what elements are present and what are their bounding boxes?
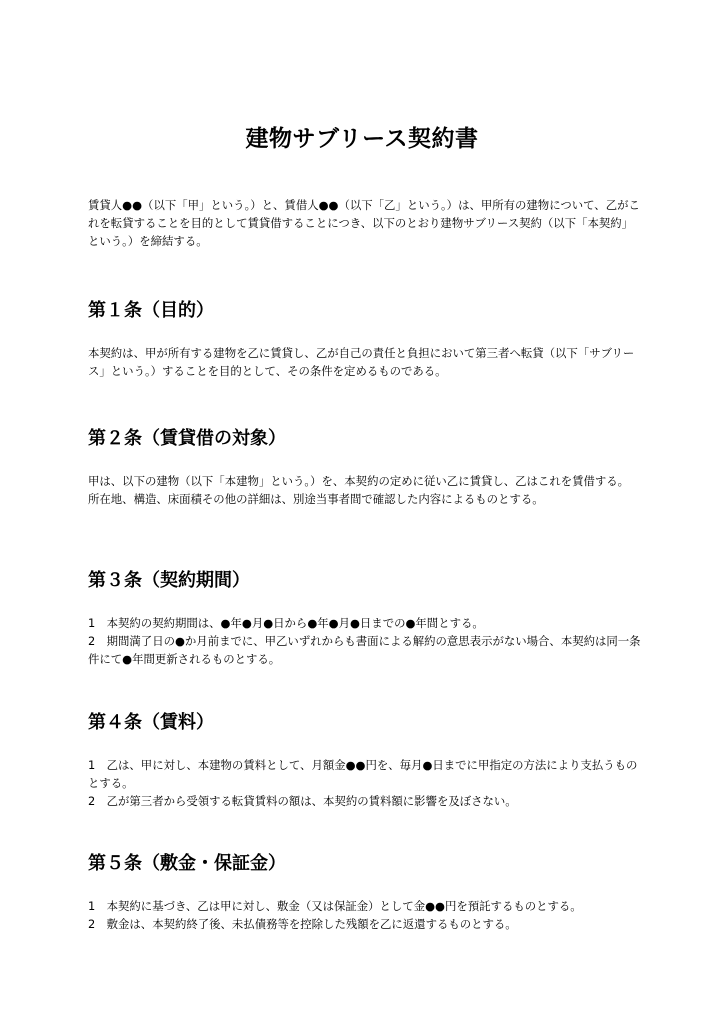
- article-paragraph: 本契約は、甲が所有する建物を乙に賃貸し、乙が自己の責任と負担において第三者へ転貸（以下「サブリース」という。）することを目的として、その条件を定めるものである。: [88, 346, 635, 378]
- article-paragraph: 1 本契約の契約期間は、●年●月●日から●年●月●日までの●年間とする。: [88, 616, 484, 630]
- article-body: [88, 344, 644, 380]
- article-body: [88, 614, 644, 668]
- article-paragraph: 所在地、構造、床面積その他の詳細は、別途当事者間で確認した内容によるものとする。: [88, 492, 544, 506]
- article-body: [88, 756, 644, 810]
- article-2: [88, 426, 644, 508]
- article-paragraph: 1 乙は、甲に対し、本建物の賃料として、月額金●●円を、毎月●日までに甲指定の方法により支払うものとする。: [88, 758, 638, 790]
- article-3: [88, 568, 644, 668]
- article-body: [88, 472, 644, 508]
- article-heading: 第１条（目的）: [88, 300, 214, 321]
- article-paragraph: 1 本契約に基づき、乙は甲に対し、敷金（又は保証金）として金●●円を預託するものとする。: [88, 899, 582, 913]
- intro-paragraph: 賃貸人●●（以下「甲」という。）と、賃借人●●（以下「乙」という。）は、甲所有の建物について、乙がこれを転貸することを目的として賃貸借することにつき、以下のとおり建物サブリース契約（以下「本契約」という。）を締結する。: [88, 198, 640, 248]
- article-heading: 第４条（賃料）: [88, 712, 214, 733]
- article-1: [88, 298, 644, 380]
- article-paragraph: 2 乙が第三者から受領する転貸賃料の額は、本契約の賃料額に影響を及ぼさない。: [88, 794, 517, 808]
- article-5: [88, 851, 644, 933]
- article-paragraph: 2 敷金は、本契約終了後、未払債務等を控除した残額を乙に返還するものとする。: [88, 917, 517, 931]
- article-body: [88, 897, 644, 933]
- article-paragraph: 甲は、以下の建物（以下「本建物」という。）を、本契約の定めに従い乙に賃貸し、乙はこれを賃借する。: [88, 474, 630, 488]
- article-heading: 第３条（契約期間）: [88, 570, 250, 591]
- article-4: [88, 710, 644, 810]
- article-heading: 第５条（敷金・保証金）: [88, 853, 286, 874]
- article-heading: 第２条（賃貸借の対象）: [88, 428, 286, 449]
- article-paragraph: 2 期間満了日の●か月前までに、甲乙いずれからも書面による解約の意思表示がない場合、本契約は同一条件にて●年間更新されるものとする。: [88, 634, 641, 666]
- document-title: 建物サブリース契約書: [245, 126, 479, 152]
